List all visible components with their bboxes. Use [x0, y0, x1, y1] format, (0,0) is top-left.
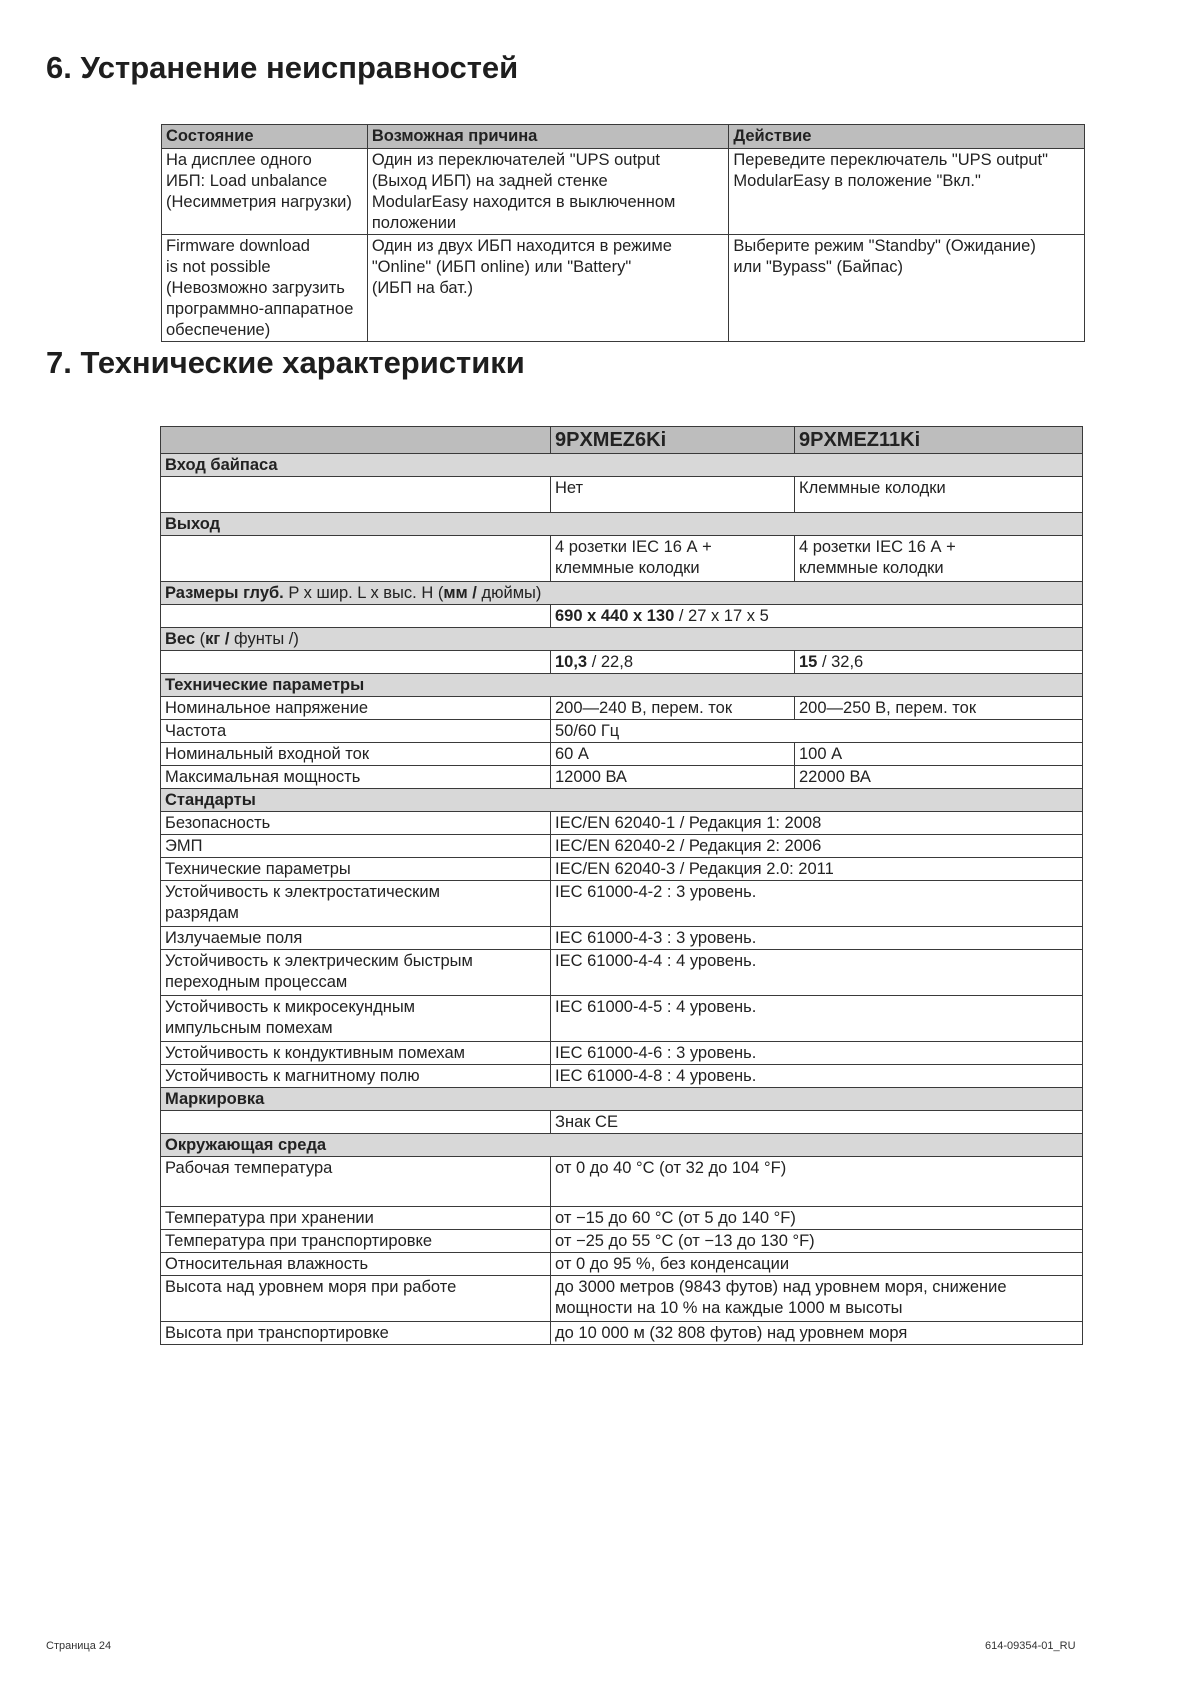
cell-line: разрядам	[165, 904, 239, 922]
cell-line: 4 розетки IEC 16 А +	[799, 538, 956, 556]
table-row	[161, 1042, 1083, 1065]
row-label	[161, 651, 551, 674]
cell-line: обеспечение)	[166, 321, 271, 339]
table-row	[161, 1253, 1083, 1276]
column-header: Действие	[729, 125, 1085, 149]
model-header-row	[161, 427, 1083, 454]
table-row	[161, 536, 1083, 582]
row-label	[161, 881, 551, 927]
shared-value: от 0 до 95 %, без конденсации	[551, 1253, 1083, 1276]
table-row	[161, 651, 1083, 674]
value-text: / 27 x 17 x 5	[674, 607, 769, 625]
cell-line: (Выход ИБП) на задней стенке	[371, 172, 608, 190]
table-row	[162, 235, 1085, 342]
row-label	[161, 477, 551, 513]
section-label-bold: Вес	[165, 630, 196, 648]
model1-value: 200—240 В, перем. ток	[551, 697, 795, 720]
row-label: ЭМП	[161, 835, 551, 858]
model1-value: Нет	[551, 477, 795, 513]
section-label-text: P x шир. L x выс. H (	[283, 584, 444, 602]
section-title-specifications: 7. Технические характеристики	[46, 345, 525, 380]
table-row	[161, 927, 1083, 950]
model2-value	[795, 651, 1083, 674]
cell-line: ИБП: Load unbalance	[166, 172, 328, 190]
table-row	[161, 477, 1083, 513]
cell-line: is not possible	[166, 258, 271, 276]
cell-line: мощности на 10 % на каждые 1000 м высоты	[555, 1299, 903, 1317]
shared-value: 50/60 Гц	[551, 720, 1083, 743]
cell-line: "Online" (ИБП online) или "Battery"	[371, 258, 632, 276]
section-row	[161, 454, 1083, 477]
cell-line: положении	[371, 214, 457, 232]
section-row	[161, 1134, 1083, 1157]
shared-value: Знак CE	[551, 1111, 1083, 1134]
table-row	[161, 858, 1083, 881]
cell-line: программно-аппаратное	[166, 300, 354, 318]
cell-line: ModularEasy в положение "Вкл."	[733, 172, 981, 190]
section-label: Маркировка	[161, 1088, 1083, 1111]
specifications-table	[160, 426, 1083, 1345]
section-row	[161, 582, 1083, 605]
section-row	[161, 628, 1083, 651]
section-label	[161, 582, 1083, 605]
section-label-text: дюймы)	[476, 584, 542, 602]
cell-line: Выберите режим "Standby" (Ожидание)	[733, 237, 1036, 255]
shared-value: IEC 61000-4-6 : 3 уровень.	[551, 1042, 1083, 1065]
section-row	[161, 789, 1083, 812]
cell-line: импульсным помехам	[165, 1019, 333, 1037]
model2-value: 200—250 В, перем. ток	[795, 697, 1083, 720]
table-header-row	[162, 125, 1085, 149]
cause-cell	[367, 235, 729, 342]
section-label-text: фунты /)	[229, 630, 299, 648]
section-label-bold: мм /	[443, 584, 477, 602]
row-label: Частота	[161, 720, 551, 743]
shared-value: IEC/EN 62040-3 / Редакция 2.0: 2011	[551, 858, 1083, 881]
row-label: Относительная влажность	[161, 1253, 551, 1276]
table-row	[161, 812, 1083, 835]
row-label: Номинальное напряжение	[161, 697, 551, 720]
shared-value: IEC/EN 62040-1 / Редакция 1: 2008	[551, 812, 1083, 835]
model-header: 9PXMEZ6Ki	[551, 427, 795, 454]
section-label	[161, 628, 1083, 651]
row-label: Технические параметры	[161, 858, 551, 881]
table-row	[161, 950, 1083, 996]
table-row	[161, 1322, 1083, 1345]
model2-value: Клеммные колодки	[795, 477, 1083, 513]
shared-value: от −25 до 55 °C (от −13 до 130 °F)	[551, 1230, 1083, 1253]
cell-line: Firmware download	[166, 237, 310, 255]
model-header: 9PXMEZ11Ki	[795, 427, 1083, 454]
shared-value: IEC/EN 62040-2 / Редакция 2: 2006	[551, 835, 1083, 858]
model1-value	[551, 536, 795, 582]
table-row	[161, 697, 1083, 720]
shared-value: IEC 61000-4-2 : 3 уровень.	[551, 881, 1083, 927]
troubleshooting-table	[161, 124, 1085, 342]
row-label: Устойчивость к магнитному полю	[161, 1065, 551, 1088]
cell-line: клеммные колодки	[555, 559, 700, 577]
empty-header-cell	[161, 427, 551, 454]
section-row	[161, 513, 1083, 536]
row-label: Высота при транспортировке	[161, 1322, 551, 1345]
cell-line: На дисплее одного	[166, 151, 312, 169]
row-label	[161, 996, 551, 1042]
cause-cell	[367, 149, 729, 235]
table-row	[161, 1065, 1083, 1088]
value-text: / 22,8	[587, 653, 633, 671]
shared-value: IEC 61000-4-3 : 3 уровень.	[551, 927, 1083, 950]
section-label-bold: кг /	[205, 630, 230, 648]
row-label	[161, 605, 551, 628]
row-label: Излучаемые поля	[161, 927, 551, 950]
section-label: Вход байпаса	[161, 454, 1083, 477]
row-label: Высота над уровнем моря при работе	[161, 1276, 551, 1322]
model1-value	[551, 651, 795, 674]
table-row	[161, 720, 1083, 743]
cell-line: Устойчивость к микросекундным	[165, 998, 416, 1016]
state-cell	[162, 149, 368, 235]
model1-value: 12000 ВА	[551, 766, 795, 789]
table-row	[161, 996, 1083, 1042]
section-title-troubleshooting: 6. Устранение неисправностей	[46, 50, 519, 85]
cell-line: (Несимметрия нагрузки)	[166, 193, 352, 211]
row-label: Температура при транспортировке	[161, 1230, 551, 1253]
row-label: Номинальный входной ток	[161, 743, 551, 766]
cell-line: переходным процессам	[165, 973, 348, 991]
column-header: Возможная причина	[367, 125, 729, 149]
cell-line: Переведите переключатель "UPS output"	[733, 151, 1048, 169]
row-label	[161, 950, 551, 996]
shared-value: от 0 до 40 °C (от 32 до 104 °F)	[551, 1157, 1083, 1207]
row-label: Безопасность	[161, 812, 551, 835]
cell-line: ModularEasy находится в выключенном	[371, 193, 676, 211]
cell-line: (ИБП на бат.)	[371, 279, 474, 297]
row-label: Максимальная мощность	[161, 766, 551, 789]
cell-line: Устойчивость к электростатическим	[165, 883, 440, 901]
column-header: Состояние	[162, 125, 368, 149]
table-row	[161, 605, 1083, 628]
model2-value	[795, 536, 1083, 582]
section-label: Окружающая среда	[161, 1134, 1083, 1157]
cell-line: до 3000 метров (9843 футов) над уровнем моря, снижение	[555, 1278, 1007, 1296]
table-row	[161, 1230, 1083, 1253]
cell-line: или "Bypass" (Байпас)	[733, 258, 904, 276]
row-label: Рабочая температура	[161, 1157, 551, 1207]
shared-value	[551, 605, 1083, 628]
row-label	[161, 536, 551, 582]
page-number: Страница 24	[46, 1640, 112, 1652]
table-row	[161, 743, 1083, 766]
table-row	[161, 835, 1083, 858]
cell-line: Один из переключателей "UPS output	[371, 151, 660, 169]
value-bold: 15	[799, 653, 818, 671]
section-label-text: (	[195, 630, 206, 648]
table-row	[161, 1207, 1083, 1230]
shared-value: IEC 61000-4-5 : 4 уровень.	[551, 996, 1083, 1042]
cell-line: 4 розетки IEC 16 А +	[555, 538, 712, 556]
table-row	[161, 881, 1083, 927]
action-cell	[729, 235, 1085, 342]
shared-value: IEC 61000-4-4 : 4 уровень.	[551, 950, 1083, 996]
value-bold: 10,3	[555, 653, 588, 671]
table-row	[162, 149, 1085, 235]
shared-value: от −15 до 60 °C (от 5 до 140 °F)	[551, 1207, 1083, 1230]
section-label: Технические параметры	[161, 674, 1083, 697]
value-bold: 690 x 440 x 130	[555, 607, 675, 625]
model2-value: 22000 ВА	[795, 766, 1083, 789]
table-row	[161, 766, 1083, 789]
row-label: Температура при хранении	[161, 1207, 551, 1230]
table-row	[161, 1111, 1083, 1134]
row-label: Устойчивость к кондуктивным помехам	[161, 1042, 551, 1065]
value-text: / 32,6	[817, 653, 864, 671]
model2-value: 100 А	[795, 743, 1083, 766]
table-row	[161, 1157, 1083, 1207]
shared-value: до 10 000 м (32 808 футов) над уровнем моря	[551, 1322, 1083, 1345]
state-cell	[162, 235, 368, 342]
table-row	[161, 1276, 1083, 1322]
document-code: 614-09354-01_RU	[985, 1640, 1076, 1652]
section-row	[161, 1088, 1083, 1111]
cell-line: клеммные колодки	[799, 559, 944, 577]
model1-value: 60 А	[551, 743, 795, 766]
cell-line: (Невозможно загрузить	[166, 279, 345, 297]
section-row	[161, 674, 1083, 697]
cell-line: Устойчивость к электрическим быстрым	[165, 952, 473, 970]
section-label-bold: Размеры глуб.	[165, 584, 284, 602]
shared-value: IEC 61000-4-8 : 4 уровень.	[551, 1065, 1083, 1088]
row-label	[161, 1111, 551, 1134]
shared-value	[551, 1276, 1083, 1322]
action-cell	[729, 149, 1085, 235]
section-label: Выход	[161, 513, 1083, 536]
section-label: Стандарты	[161, 789, 1083, 812]
cell-line: Один из двух ИБП находится в режиме	[371, 237, 672, 255]
